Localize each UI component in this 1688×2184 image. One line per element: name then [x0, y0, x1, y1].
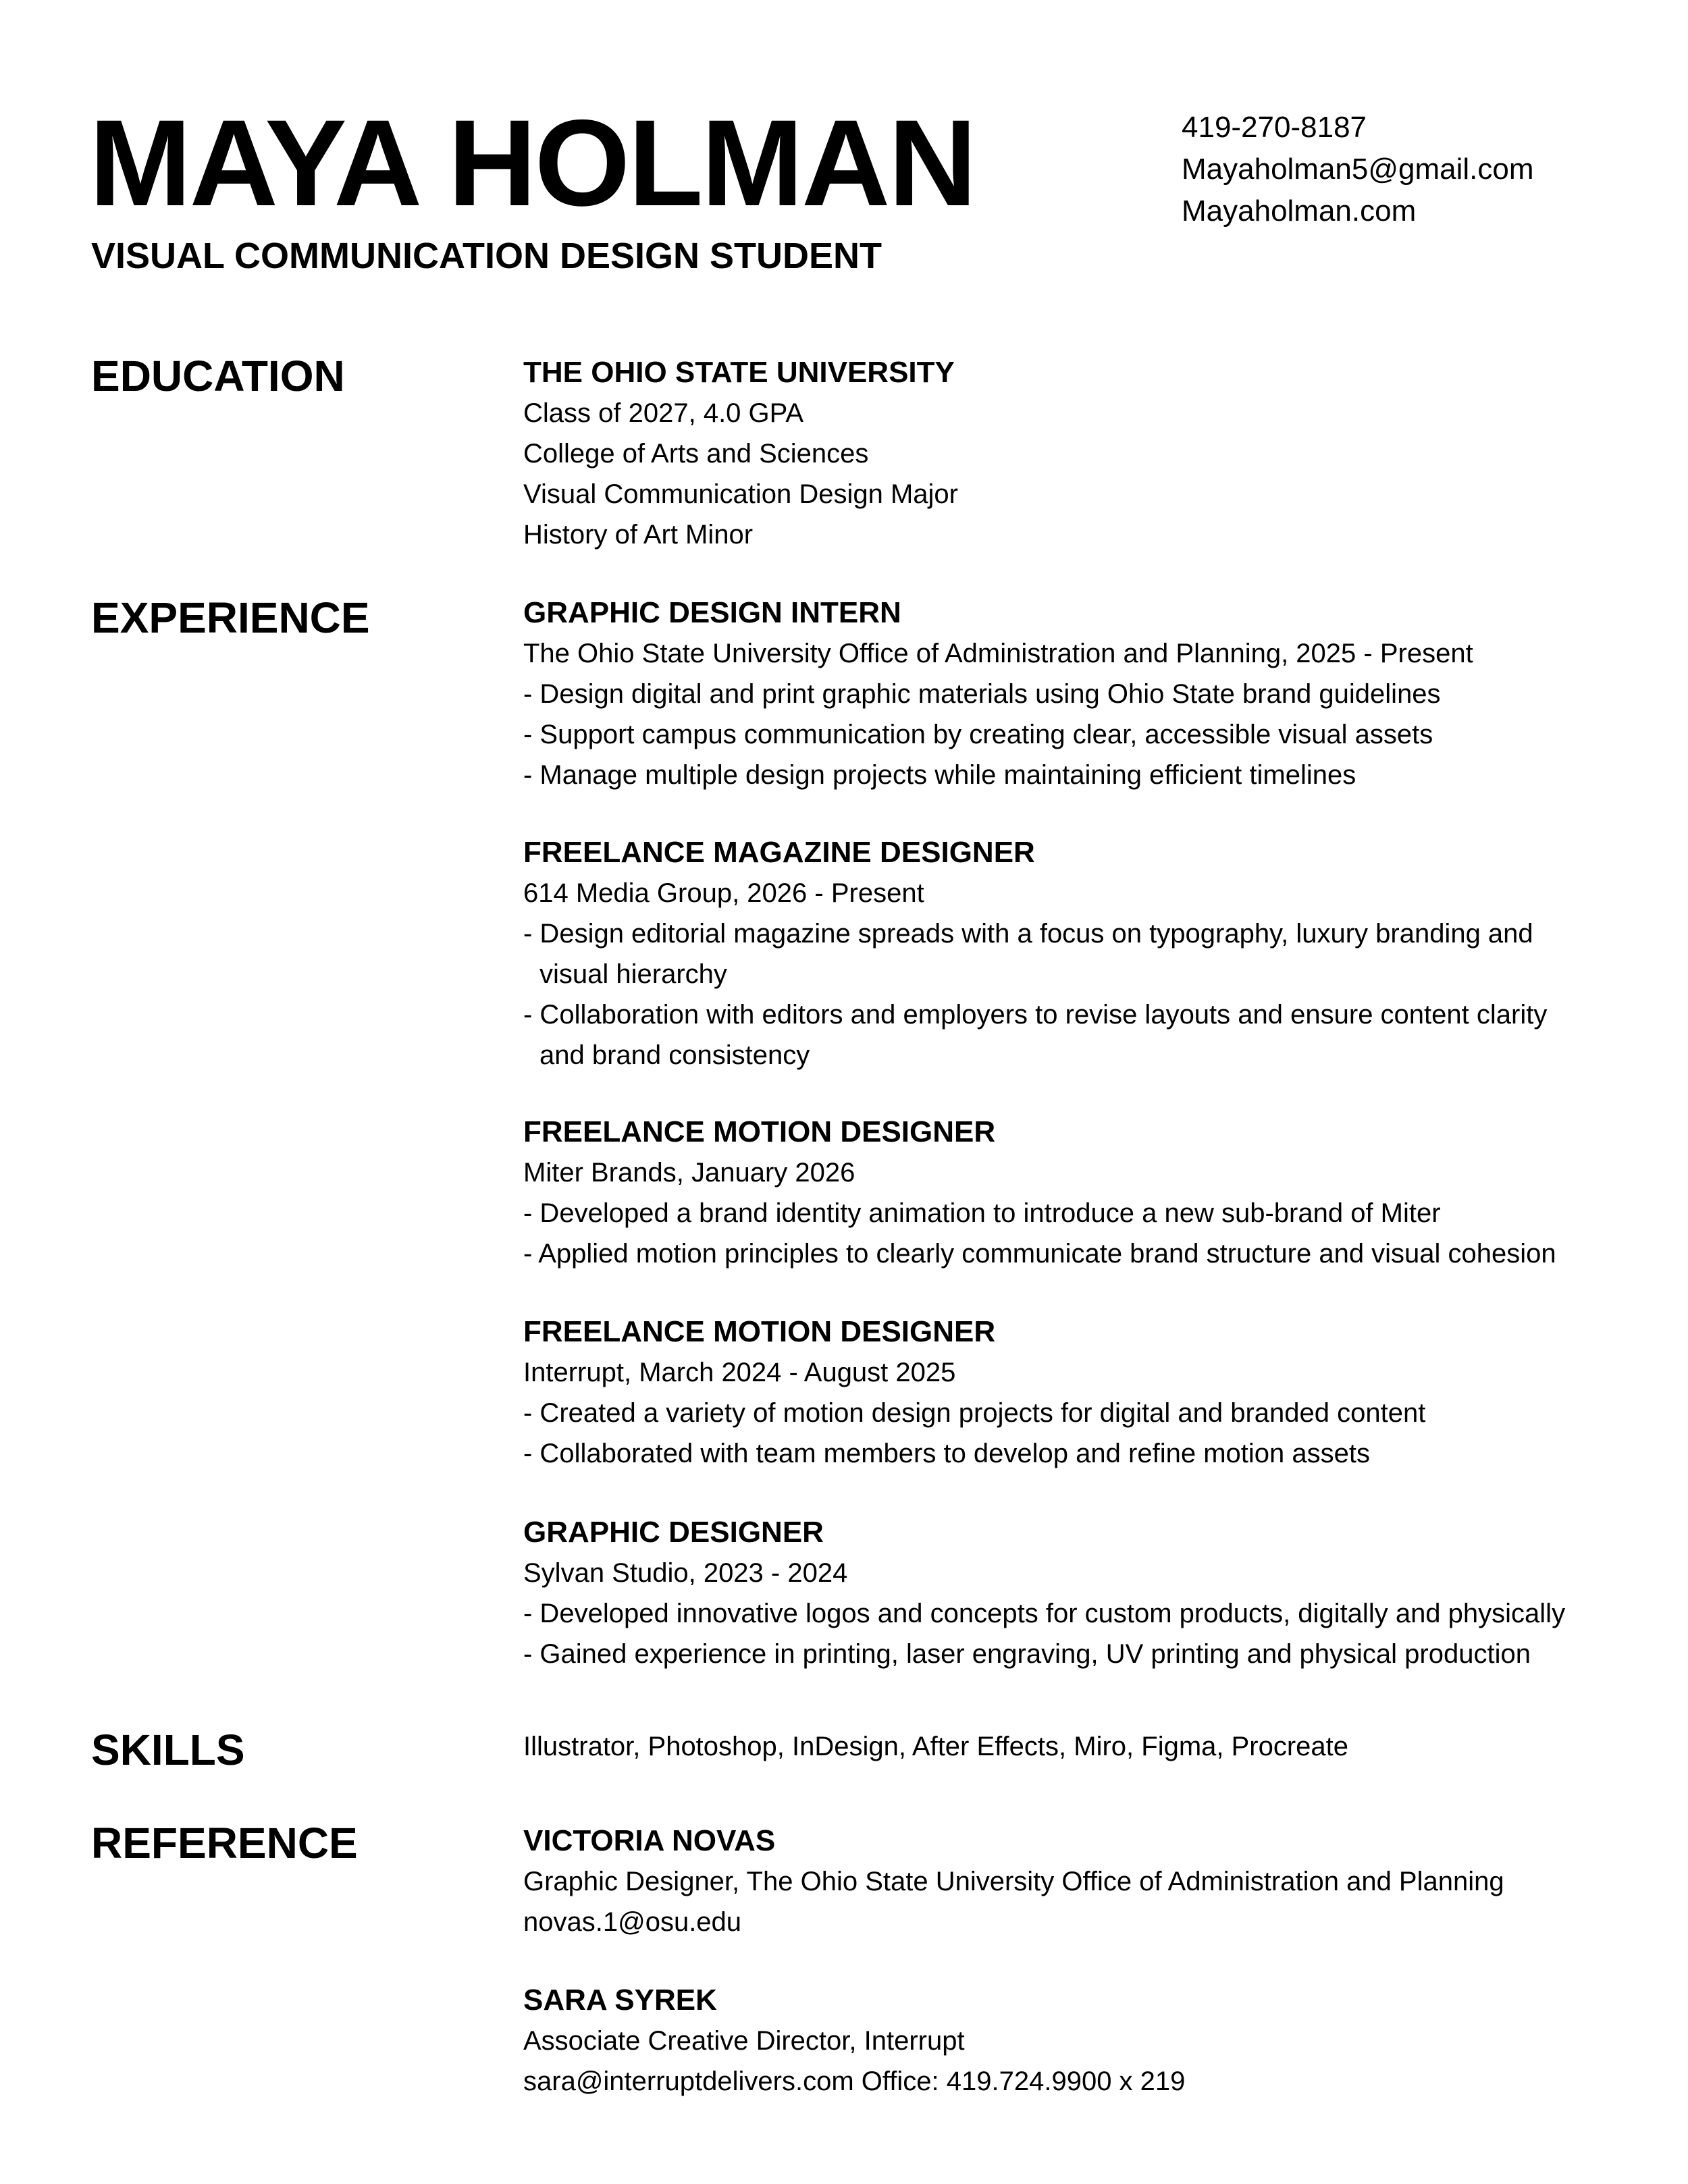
education-line: College of Arts and Sciences [523, 439, 869, 469]
job-organization: 614 Media Group, 2026 - Present [523, 878, 924, 908]
job-bullet: - Design editorial magazine spreads with a focus on typography, luxury branding and [523, 919, 1533, 949]
job-bullet: - Developed a brand identity animation to introduce a new sub-brand of Miter [523, 1198, 1441, 1228]
job-bullet: - Collaborated with team members to develop and refine motion assets [523, 1439, 1370, 1468]
job-bullet: - Created a variety of motion design projects for digital and branded content [523, 1398, 1426, 1428]
contact-block [1182, 107, 1534, 232]
job-bullet-continuation: and brand consistency [539, 1040, 810, 1070]
reference-contact: sara@interruptdelivers.com Office: 419.724.9900 x 219 [523, 2067, 1186, 2096]
contact-phone: 419-270-8187 [1182, 111, 1367, 144]
job-bullet: - Manage multiple design projects while maintaining efficient timelines [523, 760, 1356, 790]
job-bullet: - Design digital and print graphic materials using Ohio State brand guidelines [523, 679, 1441, 709]
job-bullet: - Developed innovative logos and concepts for custom products, digitally and physically [523, 1599, 1566, 1628]
reference-role: Associate Creative Director, Interrupt [523, 2026, 965, 2056]
reference-contact: novas.1@osu.edu [523, 1907, 742, 1937]
job-bullet: - Gained experience in printing, laser engraving, UV printing and physical production [523, 1639, 1531, 1669]
reference-name: VICTORIA NOVAS [523, 1824, 776, 1857]
job-bullet: - Support campus communication by creating clear, accessible visual assets [523, 720, 1433, 749]
job-title: GRAPHIC DESIGN INTERN [523, 596, 901, 629]
education-entry [523, 352, 1658, 555]
job-title: GRAPHIC DESIGNER [523, 1516, 824, 1549]
reference-entry [523, 1980, 1658, 2102]
contact-email: Mayaholman5@gmail.com [1182, 153, 1534, 186]
job-organization: Sylvan Studio, 2023 - 2024 [523, 1558, 848, 1588]
reference-name: SARA SYREK [523, 1983, 717, 2017]
education-line: Visual Communication Design Major [523, 479, 958, 509]
experience-entry [523, 1112, 1658, 1274]
section-title-skills: SKILLS [91, 1726, 245, 1774]
job-organization: The Ohio State University Office of Administration and Planning, 2025 - Present [523, 639, 1473, 668]
experience-entry [523, 1312, 1658, 1474]
section-title-reference: REFERENCE [91, 1819, 358, 1867]
contact-website: Mayaholman.com [1182, 194, 1417, 228]
job-bullet-continuation: visual hierarchy [539, 959, 727, 989]
experience-entry [523, 832, 1658, 1075]
job-bullet: - Applied motion principles to clearly communicate brand structure and visual cohesion [523, 1239, 1556, 1269]
candidate-subtitle: VISUAL COMMUNICATION DESIGN STUDENT [91, 236, 882, 276]
job-title: FREELANCE MAGAZINE DESIGNER [523, 836, 1035, 869]
experience-entry [523, 593, 1658, 795]
job-title: FREELANCE MOTION DESIGNER [523, 1115, 996, 1148]
section-title-education: EDUCATION [91, 352, 345, 400]
experience-entry [523, 1512, 1658, 1674]
education-line: History of Art Minor [523, 520, 754, 550]
reference-entry [523, 1821, 1658, 1942]
job-organization: Interrupt, March 2024 - August 2025 [523, 1358, 956, 1387]
candidate-name: MAYA HOLMAN [89, 94, 975, 232]
section-title-experience: EXPERIENCE [91, 593, 370, 642]
skills-list: Illustrator, Photoshop, InDesign, After Effects, Miro, Figma, Procreate [523, 1732, 1349, 1761]
job-organization: Miter Brands, January 2026 [523, 1158, 855, 1188]
school-name: THE OHIO STATE UNIVERSITY [523, 356, 955, 389]
education-line: Class of 2027, 4.0 GPA [523, 398, 804, 428]
reference-role: Graphic Designer, The Ohio State University Office of Administration and Planning [523, 1867, 1504, 1896]
job-title: FREELANCE MOTION DESIGNER [523, 1315, 996, 1348]
job-bullet: - Collaboration with editors and employers to revise layouts and ensure content clarity [523, 1000, 1548, 1030]
skills-entry [523, 1726, 1658, 1767]
